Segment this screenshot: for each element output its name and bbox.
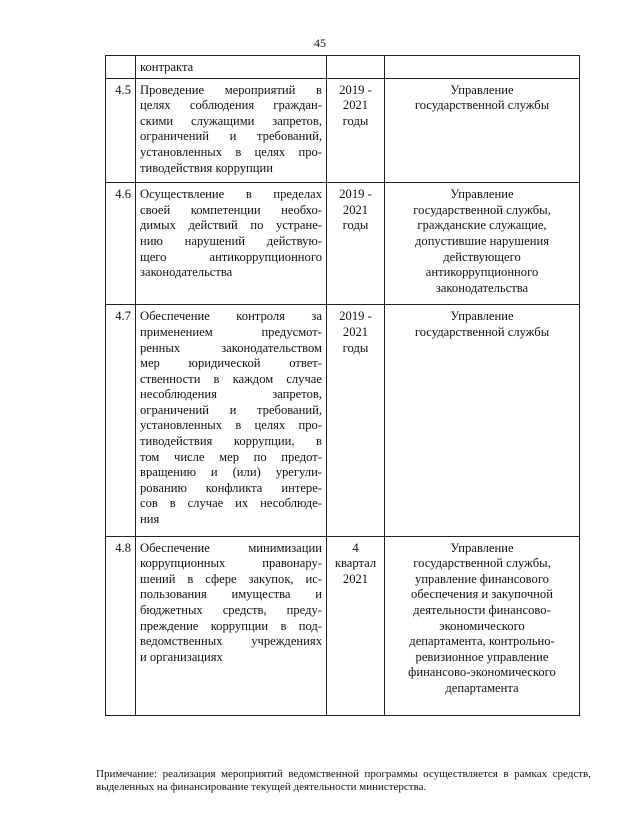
term-line: 2021 — [342, 202, 369, 217]
term-line: 2019 - — [339, 309, 372, 324]
executor-line: департамента — [445, 680, 519, 695]
event-line: ведомственных учреждениях — [140, 634, 322, 649]
event-line: установленных в целях про- — [140, 144, 322, 159]
term-line: квартал — [334, 556, 377, 571]
executor-line: государственной службы, — [413, 202, 551, 217]
executor-line: финансово-экономического — [408, 665, 556, 680]
event-line: рованию конфликта интере- — [140, 480, 322, 495]
event-line: щего антикоррупционного — [140, 249, 322, 264]
event-line: тиводействия коррупции, в — [140, 434, 322, 449]
event-line: шений в сфере закупок, ис- — [140, 571, 322, 586]
page-number: 45 — [314, 36, 326, 50]
event-line: мер юридической ответ- — [140, 356, 322, 371]
term-line: 2021 — [342, 98, 369, 113]
event-line: контракта — [140, 60, 194, 74]
event-line: установленных в целях про- — [140, 418, 322, 433]
item-number-cell — [106, 56, 136, 79]
term-line: 2019 - — [339, 187, 372, 202]
event-line: нию нарушений действую- — [140, 233, 322, 248]
table-row — [106, 78, 580, 183]
event-line: Проведение мероприятий в — [140, 82, 322, 97]
item-number-cell: 4.7 — [106, 305, 136, 536]
event-line: тиводействия коррупции — [140, 160, 273, 175]
executor-line: управление финансового — [415, 571, 549, 586]
event-line: пользования имущества и — [140, 587, 322, 602]
term-line: 2021 — [342, 324, 369, 339]
term-cell — [327, 536, 385, 715]
executor-line: Управление — [450, 309, 514, 324]
executor-line: антикоррупционного — [425, 265, 539, 280]
executor-line: обеспечения и закупочной — [411, 587, 553, 602]
table-row — [106, 183, 580, 305]
executor-cell — [385, 305, 580, 536]
executor-line: законодательства — [435, 280, 529, 295]
executor-line: государственной службы — [414, 324, 550, 339]
event-line: преждение коррупции в под- — [140, 618, 322, 633]
executor-cell — [385, 56, 580, 79]
event-line: Осуществление в пределах — [140, 187, 322, 202]
executor-line: государственной службы — [414, 98, 550, 113]
executor-cell — [385, 536, 580, 715]
event-line: Обеспечение контроля за — [140, 309, 322, 324]
executor-line: деятельности финансово- — [413, 603, 551, 617]
event-line: ограничений и требований, — [140, 402, 322, 417]
table-row — [106, 56, 580, 79]
executor-line: экономического — [439, 618, 525, 633]
executor-line: Управление — [450, 82, 514, 97]
event-line: законодательства — [140, 265, 233, 280]
executor-line: департамента, контрольно- — [409, 634, 555, 649]
term-cell — [327, 78, 385, 183]
event-line: целях соблюдения граждан- — [140, 98, 322, 113]
executor-cell — [385, 183, 580, 305]
event-cell — [136, 78, 327, 183]
footnote: Примечание: реализация мероприятий ведомственной программы осуществляется в рамках средств, выделенных на финансирование текущей деятельности министерства. — [96, 768, 591, 793]
event-line: бюджетных средств, преду- — [140, 603, 322, 617]
event-line: коррупционных правонару- — [140, 556, 322, 571]
event-cell — [136, 56, 327, 79]
executor-line: ревизионное управление — [415, 649, 549, 664]
executor-line: допустившие нарушения — [414, 233, 549, 248]
event-line: скими служащими запретов, — [140, 113, 322, 128]
event-line: Обеспечение минимизации — [140, 540, 322, 555]
event-line: и организациях — [140, 649, 223, 664]
term-cell — [327, 183, 385, 305]
event-line: димых действий по устране- — [140, 218, 322, 233]
event-line: ственности в каждом случае — [140, 371, 322, 386]
executor-line: государственной службы, — [413, 556, 551, 571]
event-cell — [136, 305, 327, 536]
executor-line: Управление — [450, 540, 514, 555]
measures-table — [105, 55, 580, 716]
item-number-cell: 4.6 — [106, 183, 136, 305]
term-line: годы — [342, 340, 369, 355]
term-cell — [327, 56, 385, 79]
event-line: ния — [140, 512, 160, 527]
event-line: применением предусмот- — [140, 324, 322, 339]
item-number-cell: 4.5 — [106, 78, 136, 183]
event-line: несоблюдения запретов, — [140, 387, 322, 402]
term-line: 2021 — [342, 571, 369, 586]
item-number-cell: 4.8 — [106, 536, 136, 715]
event-line: своей компетенции необхо- — [140, 202, 322, 217]
table-row — [106, 305, 580, 536]
executor-cell — [385, 78, 580, 183]
term-line: годы — [342, 218, 369, 233]
executor-line: действующего — [443, 249, 521, 264]
event-cell — [136, 536, 327, 715]
event-cell — [136, 183, 327, 305]
term-line: 4 — [352, 540, 359, 555]
term-line: 2019 - — [339, 82, 372, 97]
term-cell — [327, 305, 385, 536]
executor-line: гражданские служащие, — [417, 218, 547, 233]
event-line: вращению и (или) урегули- — [140, 465, 322, 480]
event-line: ограничений и требований, — [140, 129, 322, 144]
term-line: годы — [342, 113, 369, 128]
event-line: сов в случае их несоблюде- — [140, 496, 322, 511]
event-line: ренных законодательством — [140, 340, 322, 355]
executor-line: Управление — [450, 187, 514, 202]
event-line: том числе мер по предот- — [140, 449, 322, 464]
table-row — [106, 536, 580, 715]
